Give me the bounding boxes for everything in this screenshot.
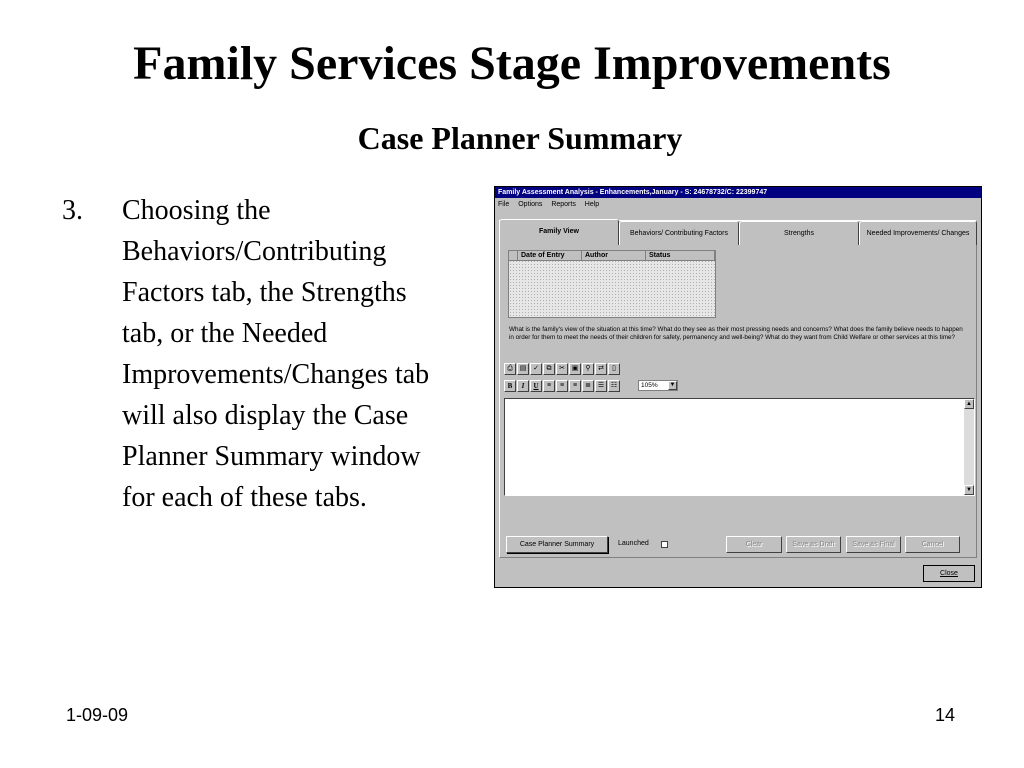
menu-options[interactable]: Options xyxy=(518,201,543,208)
bold-button[interactable]: B xyxy=(504,380,516,392)
justify-icon[interactable]: ≣ xyxy=(582,380,594,392)
bullet-text: Choosing the Behaviors/Contributing Factors tab, the Strengths tab, or the Needed Improvements/Changes tab will also display the Case Planner Summary window for each of these tabs. xyxy=(122,195,430,513)
assessment-question: What is the family's view of the situation at this time? What do they see as their most pressing needs and concerns? What does the family believe needs to happen in order for them to meet the needs of their children for safety, permanency and well-being? What do they want from Child Welfare or other services at this time? xyxy=(509,326,963,341)
tab-behaviors-contributing-factors[interactable]: Behaviors/ Contributing Factors xyxy=(619,221,739,245)
app-window xyxy=(494,186,982,588)
launched-label: Launched xyxy=(618,540,649,547)
align-center-icon[interactable]: ≡ xyxy=(556,380,568,392)
align-right-icon[interactable]: ≡ xyxy=(569,380,581,392)
print-preview-icon[interactable]: ▤ xyxy=(517,363,529,375)
menu-bar xyxy=(495,198,981,211)
grid-col-author[interactable]: Author xyxy=(582,251,646,261)
menu-file[interactable]: File xyxy=(498,201,510,208)
copy-icon[interactable]: ⧉ xyxy=(543,363,555,375)
close-button[interactable]: Close xyxy=(923,565,975,582)
print-icon[interactable]: ⎙ xyxy=(504,363,516,375)
case-planner-summary-button[interactable]: Case Planner Summary xyxy=(506,536,608,553)
menu-help[interactable]: Help xyxy=(584,201,600,208)
window-title: Family Assessment Analysis - Enhancements,January - S: 24678732/C: 22399747 xyxy=(495,187,981,198)
tab-family-view[interactable]: Family View xyxy=(499,219,619,245)
response-text-area[interactable] xyxy=(504,398,975,496)
vertical-scrollbar[interactable] xyxy=(964,399,974,495)
find-icon[interactable]: ⚲ xyxy=(582,363,594,375)
replace-icon[interactable]: ⇄ xyxy=(595,363,607,375)
underline-button[interactable]: U xyxy=(530,380,542,392)
save-as-draft-button[interactable]: Save as Draft xyxy=(786,536,841,553)
cut-icon[interactable]: ✂ xyxy=(556,363,568,375)
scroll-up-icon[interactable]: ▲ xyxy=(964,399,974,409)
launched-checkbox[interactable] xyxy=(661,541,668,548)
entries-grid[interactable] xyxy=(508,250,716,318)
grid-row-header xyxy=(509,251,518,261)
footer-date: 1-09-09 xyxy=(66,705,129,725)
save-as-final-button[interactable]: Save as Final xyxy=(846,536,901,553)
chevron-down-icon[interactable]: ▼ xyxy=(669,382,676,388)
page-number: 14 xyxy=(935,705,956,725)
paste-icon[interactable]: ▣ xyxy=(569,363,581,375)
insert-icon[interactable]: ▯ xyxy=(608,363,620,375)
grid-col-status[interactable]: Status xyxy=(646,251,715,261)
grid-col-date-of-entry[interactable]: Date of Entry xyxy=(518,251,582,261)
slide-title: Family Services Stage Improvements xyxy=(133,37,891,90)
bullet-list-icon[interactable]: ☷ xyxy=(608,380,620,392)
zoom-select[interactable]: 105% xyxy=(638,380,678,391)
tab-strengths[interactable]: Strengths xyxy=(739,221,859,245)
scroll-down-icon[interactable]: ▼ xyxy=(964,485,974,495)
bullet-number: 3. xyxy=(62,195,83,226)
cancel-button[interactable]: Cancel xyxy=(905,536,960,553)
align-left-icon[interactable]: ≡ xyxy=(543,380,555,392)
italic-button[interactable]: I xyxy=(517,380,529,392)
slide-subtitle: Case Planner Summary xyxy=(357,120,683,156)
tab-needed-improvements-changes[interactable]: Needed Improvements/ Changes xyxy=(859,221,977,245)
numbered-list-icon[interactable]: ☰ xyxy=(595,380,607,392)
clear-button[interactable]: Clear xyxy=(726,536,782,553)
spell-check-icon[interactable]: ✓ xyxy=(530,363,542,375)
menu-reports[interactable]: Reports xyxy=(551,201,576,208)
